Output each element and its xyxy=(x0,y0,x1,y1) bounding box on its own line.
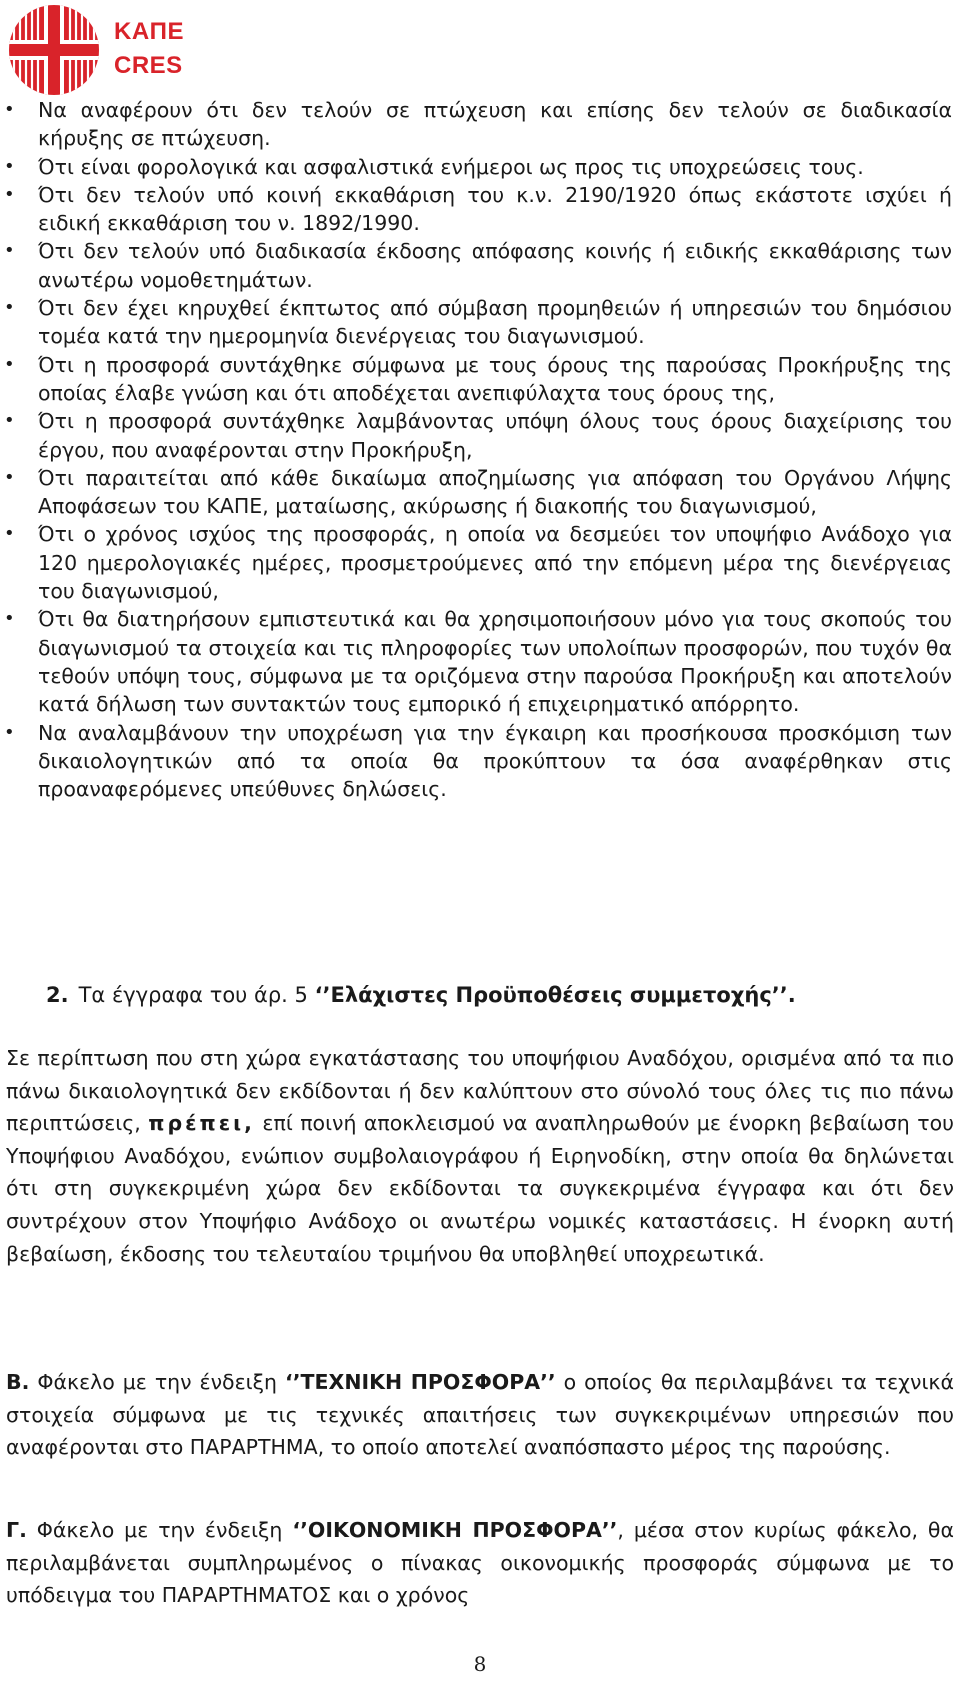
paragraph-financial-offer xyxy=(6,1514,954,1612)
paragraph-text: Φάκελο με την ένδειξη xyxy=(29,1370,285,1394)
list-item: • Ότι ο χρόνος ισχύος της προσφοράς, η οποία να δεσμεύει τον υποψήφιο Ανάδοχο για 120 ημερολογιακές ημέρες, προσμετρούμενες από την επόμενη μέρα της διενέργειας του διαγωνισμού, xyxy=(0,520,960,605)
list-item: • Ότι η προσφορά συντάχθηκε σύμφωνα με τους όρους της παρούσας Προκήρυξης της οποίας έλαβε γνώση και ότι αποδέχεται ανεπιφύλαχτα τους όρους της, xyxy=(0,351,960,408)
paragraph-text: Φάκελο με την ένδειξη xyxy=(26,1518,293,1542)
paragraph-text: ο οποίος θα περιλαμβάνει τα τεχνικά στοιχεία σύμφωνα με τις τεχνικές απαιτήσεις των συγκεκριμένων υπηρεσιών που αναφέρονται στο ΠΑΡΑΡΤΗΜΑ, το οποίο αποτελεί αναπόσπαστο μέρος της παρούσης. xyxy=(6,1370,955,1460)
paragraph-text: Σε περίπτωση που στη χώρα εγκατάστασης του υποψήφιου Αναδόχου, ορισμένα από τα πιο πάνω δικαιολογητικά δεν εκδίδονται ή δεν καλύπτουν στο σύνολό τους όλες τις πιο πάνω περιπτώσεις, xyxy=(6,1046,954,1136)
list-item: • Να αναλαμβάνουν την υποχρέωση για την έγκαιρη και προσήκουσα προσκόμιση των δικαιολογητικών από τα οποία θα προκύπτουν τα όσα αναφέρθηκαν στις προαναφερόμενες υπεύθυνες δηλώσεις. xyxy=(0,719,960,804)
section-letter: Β. xyxy=(6,1370,30,1394)
paragraph-technical-offer xyxy=(6,1366,954,1464)
paragraph-sworn-affidavit xyxy=(6,1042,954,1270)
list-item: • Ότι δεν τελούν υπό διαδικασία έκδοσης απόφασης κοινής ή ειδικής εκκαθάρισης των ανωτέρω νομοθετημάτων. xyxy=(0,237,960,294)
section-end: . xyxy=(787,983,796,1007)
paragraph-text: , μέσα στον κυρίως φάκελο, θα περιλαμβάνεται συμπληρωμένος ο πίνακας οικονομικής προσφοράς σύμφωνα με το υπόδειγμα του ΠΑΡΑΡΤΗΜΑΤΟΣ και ο χρόνος xyxy=(6,1518,954,1608)
section-letter: Γ. xyxy=(6,1518,27,1542)
envelope-label: ‘’ΤΕΧΝΙΚΗ ΠΡΟΣΦΟΡΑ’’ xyxy=(284,1370,556,1394)
section-intro: Τα έγγραφα του άρ. 5 xyxy=(78,983,315,1007)
logo-cres-text: CRES xyxy=(114,52,183,79)
logo-kape-text: ΚΑΠΕ xyxy=(114,18,185,45)
kape-emblem-icon xyxy=(4,4,104,96)
list-item: • Ότι παραιτείται από κάθε δικαίωμα αποζημίωσης για απόφαση του Οργάνου Λήψης Αποφάσεων του ΚΑΠΕ, ματαίωσης, ακύρωσης ή διακοπής του διαγωνισμού, xyxy=(0,464,960,521)
list-item: • Ότι θα διατηρήσουν εμπιστευτικά και θα χρησιμοποιήσουν μόνο για τους σκοπούς του διαγωνισμού τα στοιχεία και τις πληροφορίες των υπολοίπων προσφορών, που τυχόν θα τεθούν υπόψη τους, σύμφωνα με τα οριζόμενα στην παρούσα Προκήρυξη και αποτελούν κατά δήλωση των συντακτών τους εμπορικό ή επιχειρηματικό απόρρητο. xyxy=(0,605,960,718)
list-item: • Ότι είναι φορολογικά και ασφαλιστικά ενήμεροι ως προς τις υποχρεώσεις τους. xyxy=(0,153,960,181)
page-number: 8 xyxy=(473,1652,487,1676)
list-item: • Να αναφέρουν ότι δεν τελούν σε πτώχευση και επίσης δεν τελούν σε διαδικασία κήρυξης σε πτώχευση. xyxy=(0,96,960,153)
paragraph-text: επί ποινή αποκλεισμού να αναπληρωθούν με ένορκη βεβαίωση του Υποψήφιου Αναδόχου, ενώπιον συμβολαιογράφου ή Ειρηνοδίκη, στην οποία θα δηλώνεται ότι στη συγκεκριμένη χώρα δεν εκδίδονται τα συγκεκριμένα έγγραφα και ότι δεν συντρέχουν στον Υποψήφιο Ανάδοχο οι ανωτέρω νομικές καταστάσεις. Η ένορκη αυτή βεβαίωση, έκδοσης του τελευταίου τριμήνου θα υποβληθεί υποχρεωτικά. xyxy=(6,1111,954,1266)
list-item: • Ότι δεν τελούν υπό κοινή εκκαθάριση του κ.ν. 2190/1920 όπως εκάστοτε ισχύει ή ειδική εκκαθάριση του ν. 1892/1990. xyxy=(0,181,960,238)
list-item: • Ότι η προσφορά συντάχθηκε λαμβάνοντας υπόψη όλους τους όρους διαχείρισης του έργου, που αναφέρονται στην Προκήρυξη, xyxy=(0,407,960,464)
declarations-list xyxy=(0,96,960,803)
section-2-heading xyxy=(46,980,796,1010)
kape-cres-logo xyxy=(4,4,204,96)
envelope-label: ‘’ΟΙΚΟΝΟΜΙΚΗ ΠΡΟΣΦΟΡΑ’’ xyxy=(292,1518,618,1542)
section-quoted-title: ‘’Ελάχιστες Προϋποθέσεις συμμετοχής’’ xyxy=(314,983,788,1007)
section-number: 2. xyxy=(46,983,69,1007)
emphasis-must: πρέπει, xyxy=(148,1111,255,1136)
list-item: • Ότι δεν έχει κηρυχθεί έκπτωτος από σύμβαση προμηθειών ή υπηρεσιών του δημόσιου τομέα κατά την ημερομηνία διενέργειας του διαγωνισμού. xyxy=(0,294,960,351)
